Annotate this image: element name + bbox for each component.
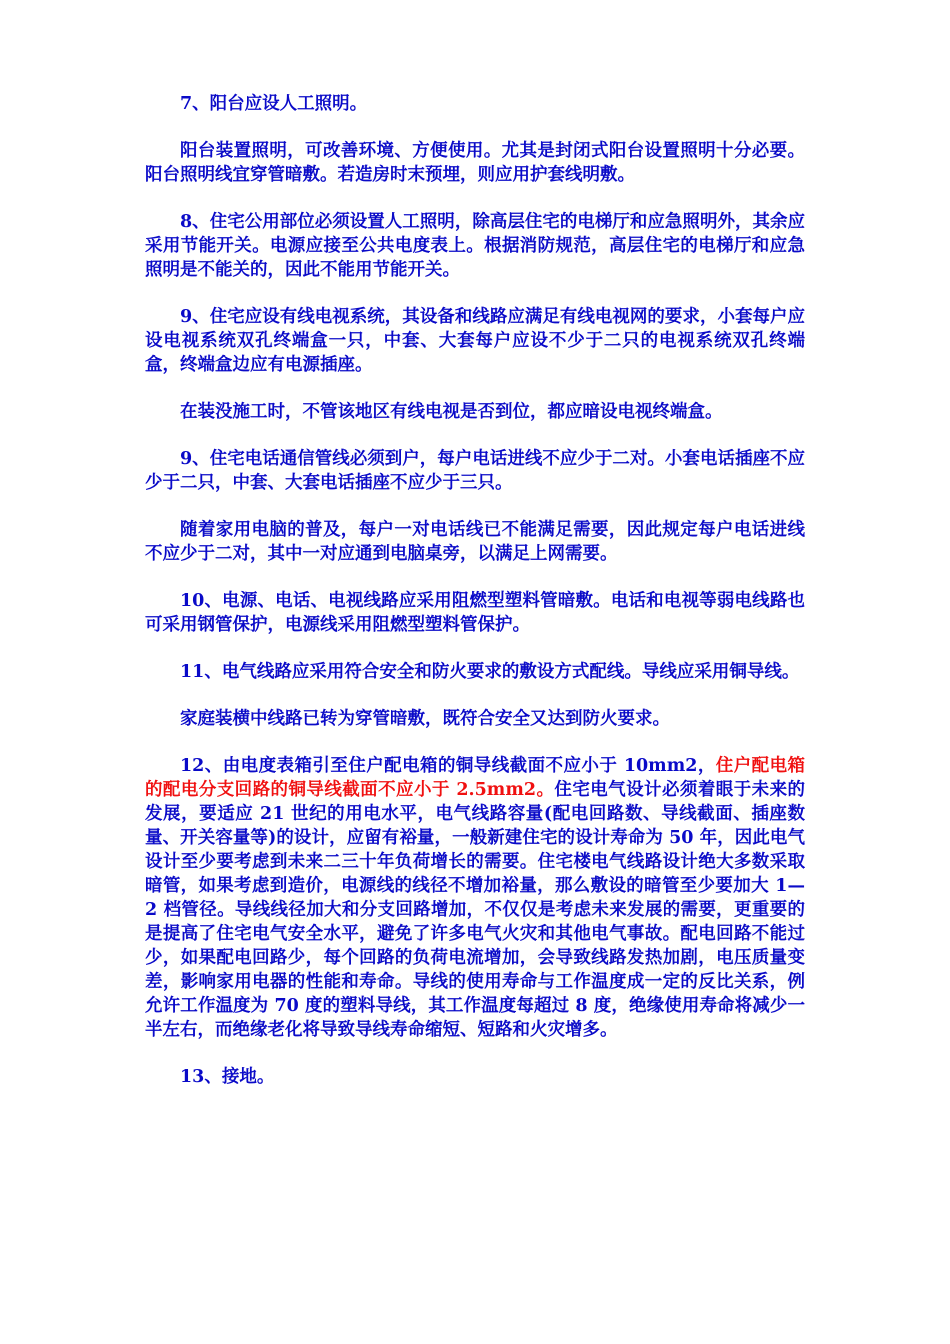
section-12-lead: 12、由电度表箱引至住户配电箱的铜导线截面不应小于 10mm2， bbox=[180, 756, 716, 776]
section-13-heading: 13、接地。 bbox=[180, 1067, 275, 1087]
section-10-paragraph: 10、电源、电话、电视线路应采用阻燃型塑料管暗敷。电话和电视等弱电线路也可采用钢管保护，电源线采用阻燃型塑料管保护。 bbox=[145, 591, 805, 635]
section-7-note: 阳台装置照明，可改善环境、方便使用。尤其是封闭式阳台设置照明十分必要。阳台照明线宜穿管暗敷。若造房时末预埋，则应用护套线明敷。 bbox=[145, 141, 805, 185]
section-8-paragraph: 8、住宅公用部位必须设置人工照明，除高层住宅的电梯厅和应急照明外，其余应采用节能开关。电源应接至公共电度表上。根据消防规范，高层住宅的电梯厅和应急照明是不能关的，因此不能用节能开关。 bbox=[145, 212, 805, 280]
document-body bbox=[145, 92, 805, 1112]
section-9-cable-tv-paragraph: 9、住宅应设有线电视系统，其设备和线路应满足有线电视网的要求，小套每户应设电视系统双孔终端盒一只，中套、大套每户应设不少于二只的电视系统双孔终端盒，终端盒边应有电源插座。 bbox=[145, 307, 805, 375]
section-11-paragraph: 11、电气线路应采用符合安全和防火要求的敷设方式配线。导线应采用铜导线。 bbox=[180, 662, 800, 682]
section-12-highlight: 住户配电箱的配电分支回路的铜导线截面不应小于 2.5mm2。 bbox=[145, 756, 806, 800]
section-9-cable-tv-note: 在装没施工时，不管该地区有线电视是否到位，都应暗设电视终端盒。 bbox=[180, 402, 723, 422]
section-7-heading: 7、阳台应设人工照明。 bbox=[180, 94, 368, 114]
section-9-telephone-paragraph: 9、住宅电话通信管线必须到户，每户电话进线不应少于二对。小套电话插座不应少于二只，中套、大套电话插座不应少于三只。 bbox=[145, 449, 805, 493]
section-11-note: 家庭装横中线路已转为穿管暗敷，既符合安全又达到防火要求。 bbox=[180, 709, 670, 729]
section-12-body: 住宅电气设计必须着眼于未来的发展，要适应 21 世纪的用电水平，电气线路容量(配电回路数、导线截面、插座数量、开关容量等)的设计，应留有裕量，一般新建住宅的设计寿命为 50 年，因此电气设计至少要考虑到未来二三十年负荷增长的需要。住宅楼电气线路设计绝大多数采取暗管，如果考虑到造价，电源线的线径不增加裕量，那么敷设的暗管至少要加大 1—2 档管径。导线线径加大和分支回路增加，不仅仅是考虑未来发展的需要，更重要的是提高了住宅电气安全水平，避免了许多电气火灾和其他电气事故。配电回路不能过少，如果配电回路少，每个回路的负荷电流增加，会导致线路发热加剧，电压质量变差，影响家用电器的性能和寿命。导线的使用寿命与工作温度成一定的反比关系，例允许工作温度为 70 度的塑料导线，其工作温度每超过 8 度，绝缘使用寿命将减少一半左右，而绝缘老化将导致导线寿命缩短、短路和火灾增多。 bbox=[145, 780, 806, 1040]
section-9-telephone-note: 随着家用电脑的普及，每户一对电话线已不能满足需要，因此规定每户电话进线不应少于二对，其中一对应通到电脑桌旁，以满足上网需要。 bbox=[145, 520, 805, 564]
section-12-paragraph bbox=[145, 754, 805, 1042]
